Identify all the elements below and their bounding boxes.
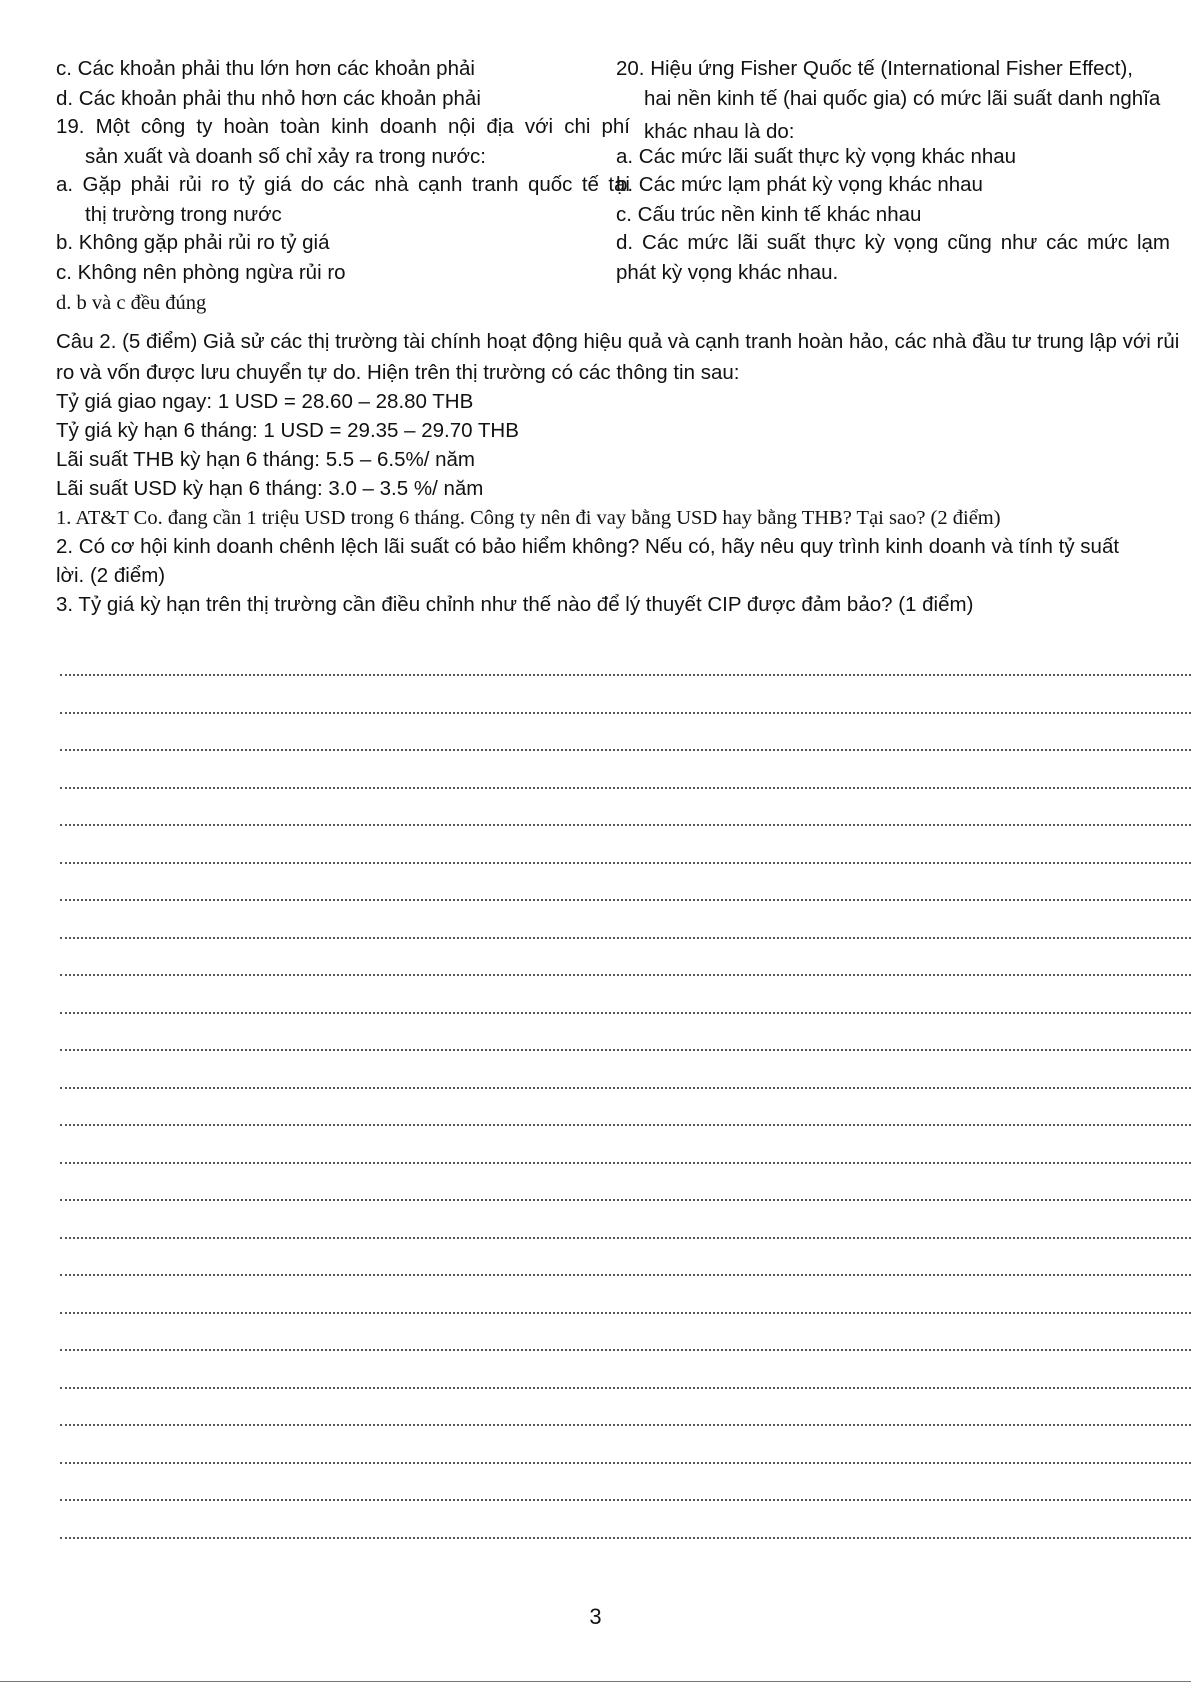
usd-interest-rate-line: Lãi suất USD kỳ hạn 6 tháng: 3.0 – 3.5 %/ năm [56, 477, 484, 500]
q19-stem-line1: 19. Một công ty hoàn toàn kinh doanh nội địa với chi phí [56, 115, 630, 138]
q19-option-b: b. Không gặp phải rủi ro tỷ giá [56, 231, 330, 254]
q2-task-2-line1: 2. Có cơ hội kinh doanh chênh lệch lãi suất có bảo hiểm không? Nếu có, hãy nêu quy trình kinh doanh và tính tỷ suất [56, 535, 1120, 558]
answer-line [60, 1124, 1191, 1126]
spot-rate-line: Tỷ giá giao ngay: 1 USD = 28.60 – 28.80 THB [56, 390, 474, 413]
answer-line [60, 1424, 1191, 1426]
answer-line [60, 1349, 1191, 1351]
answer-line [60, 1537, 1191, 1539]
q19-stem-line2: sản xuất và doanh số chỉ xảy ra trong nước: [85, 145, 486, 168]
q2-task-2-line2: lời. (2 điểm) [56, 564, 166, 587]
page-number: 3 [589, 1604, 602, 1629]
answer-line [60, 1499, 1191, 1501]
thb-interest-rate-line: Lãi suất THB kỳ hạn 6 tháng: 5.5 – 6.5%/ năm [56, 448, 475, 471]
answer-line [60, 674, 1191, 676]
q20-stem-line2: hai nền kinh tế (hai quốc gia) có mức lãi suất danh nghĩa [644, 87, 1161, 110]
q20-option-d-line2: phát kỳ vọng khác nhau. [616, 261, 839, 284]
answer-line [60, 1237, 1191, 1239]
answer-line [60, 1087, 1191, 1089]
q2-task-1: 1. AT&T Co. đang cần 1 triệu USD trong 6 tháng. Công ty nên đi vay bằng USD hay bằng THB? Tại sao? (2 điểm) [56, 507, 1001, 529]
answer-line [60, 749, 1191, 751]
answer-line [60, 1387, 1191, 1389]
answer-line [60, 824, 1191, 826]
q20-stem-line1: 20. Hiệu ứng Fisher Quốc tế (International Fisher Effect), [616, 57, 1133, 80]
q2-intro-line1: Câu 2. (5 điểm) Giả sử các thị trường tài chính hoạt động hiệu quả và cạnh tranh hoàn hảo, các nhà đầu tư trung lập với rủi [56, 330, 1180, 353]
answer-line [60, 1312, 1191, 1314]
answer-line [60, 1274, 1191, 1276]
q20-option-c: c. Cấu trúc nền kinh tế khác nhau [616, 203, 922, 226]
answer-line [60, 974, 1191, 976]
answer-line [60, 862, 1191, 864]
q18-option-c: c. Các khoản phải thu lớn hơn các khoản phải [56, 57, 475, 80]
answer-line [60, 787, 1191, 789]
q19-option-a-line1: a. Gặp phải rủi ro tỷ giá do các nhà cạnh tranh quốc tế tại [56, 173, 630, 196]
answer-line [60, 1049, 1191, 1051]
q20-option-b: b. Các mức lạm phát kỳ vọng khác nhau [616, 173, 983, 196]
answer-line [60, 1012, 1191, 1014]
answer-line [60, 1462, 1191, 1464]
answer-line [60, 1162, 1191, 1164]
answer-line [60, 899, 1191, 901]
q19-option-d: d. b và c đều đúng [56, 292, 207, 314]
answer-line [60, 712, 1191, 714]
q2-task-3: 3. Tỷ giá kỳ hạn trên thị trường cần điều chỉnh như thế nào để lý thuyết CIP được đảm bảo? (1 điểm) [56, 593, 974, 616]
q18-option-d: d. Các khoản phải thu nhỏ hơn các khoản phải [56, 87, 481, 110]
q19-option-a-line2: thị trường trong nước [85, 203, 282, 226]
forward-rate-line: Tỷ giá kỳ hạn 6 tháng: 1 USD = 29.35 – 29.70 THB [56, 419, 519, 442]
bottom-rule [0, 1681, 1191, 1682]
q19-option-c: c. Không nên phòng ngừa rủi ro [56, 261, 346, 284]
q20-option-d-line1: d. Các mức lãi suất thực kỳ vọng cũng như các mức lạm [616, 231, 1170, 254]
q20-option-a: a. Các mức lãi suất thực kỳ vọng khác nhau [616, 145, 1017, 168]
q2-intro-line2: ro và vốn được lưu chuyển tự do. Hiện trên thị trường có các thông tin sau: [56, 361, 740, 384]
answer-line [60, 937, 1191, 939]
answer-line [60, 1199, 1191, 1201]
q20-stem-line3: khác nhau là do: [644, 120, 795, 143]
